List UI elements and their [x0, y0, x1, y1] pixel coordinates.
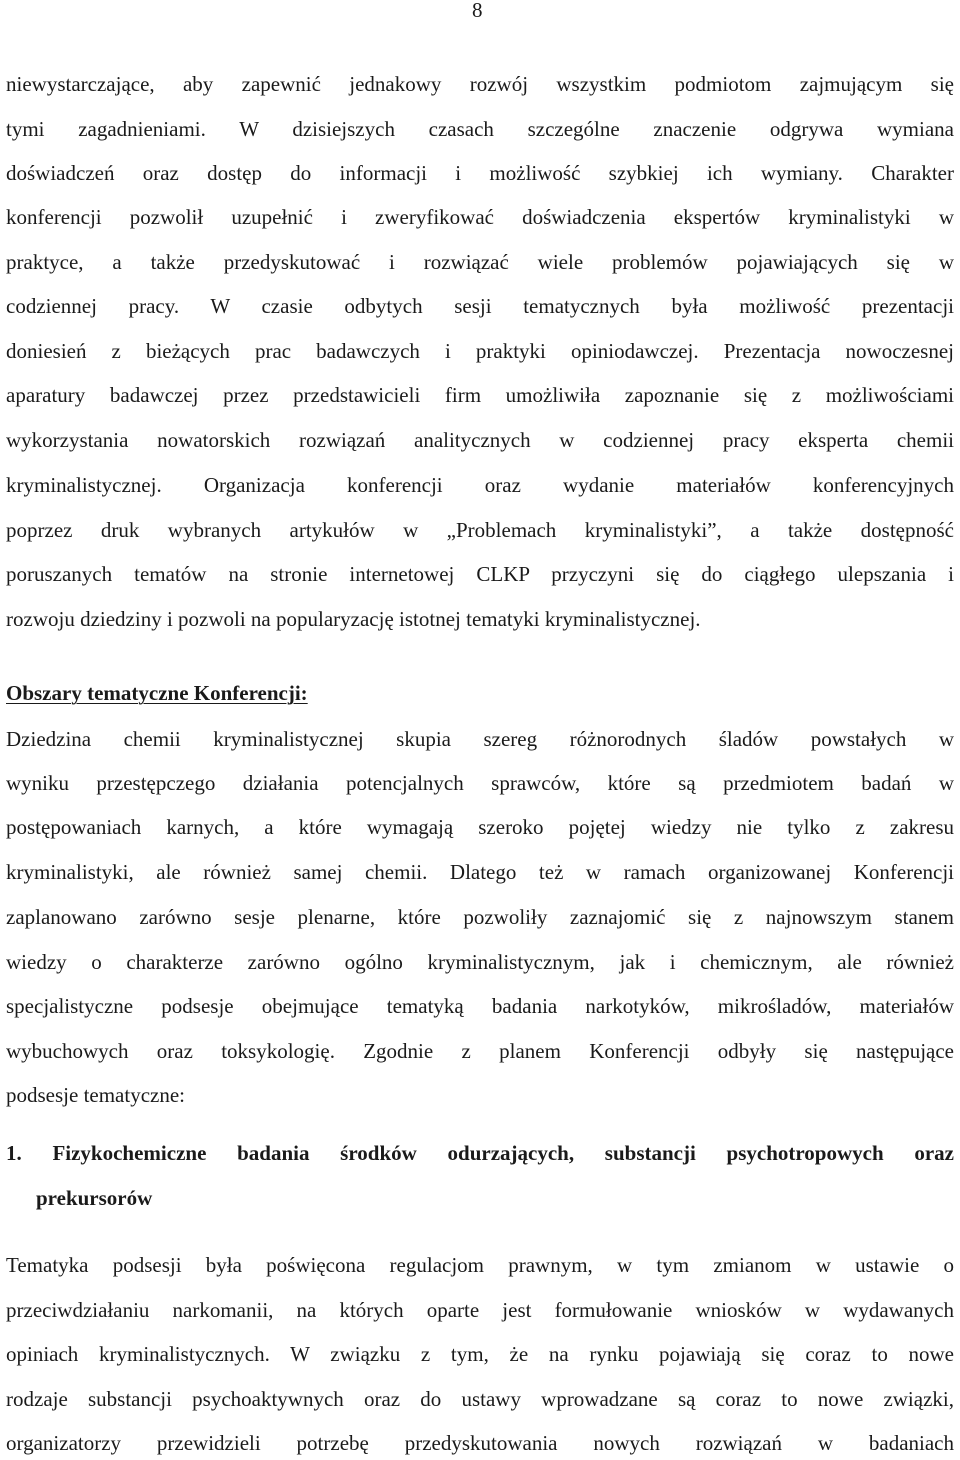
section-heading [6, 681, 954, 705]
section-heading-text: Obszary tematyczne Konferencji: [6, 681, 308, 705]
text-line: zaplanowano zarówno sesje plenarne, które pozwoliły zaznajomić się z najnowszym stanem [6, 905, 954, 929]
text-line: przeciwdziałaniu narkomanii, na których oparte jest formułowanie wniosków w wydawanych [6, 1298, 954, 1322]
text-line: kryminalistyki, ale również samej chemii. Dlatego też w ramach organizowanej Konferencji [6, 860, 954, 884]
text-line: wykorzystania nowatorskich rozwiązań analitycznych w codziennej pracy eksperta chemii [6, 428, 954, 452]
subsession-title-line: prekursorów [36, 1186, 153, 1210]
text-line: wybuchowych oraz toksykologię. Zgodnie z planem Konferencji odbyły się następujące [6, 1039, 954, 1063]
text-line: organizatorzy przewidzieli potrzebę przedyskutowania nowych rozwiązań w badaniach [6, 1431, 954, 1455]
text-line: wyniku przestępczego działania potencjalnych sprawców, które są przedmiotem badań w [6, 771, 954, 795]
text-line: Tematyka podsesji była poświęcona regulacjom prawnym, w tym zmianom w ustawie o [6, 1253, 954, 1277]
text-line: opiniach kryminalistycznych. W związku z tym, że na rynku pojawiają się coraz to nowe [6, 1342, 954, 1366]
text-line: postępowaniach karnych, a które wymagają szeroko pojętej wiedzy nie tylko z zakresu [6, 815, 954, 839]
text-line: Dziedzina chemii kryminalistycznej skupia szereg różnorodnych śladów powstałych w [6, 727, 954, 751]
page-number: 8 [472, 0, 483, 22]
text-line: specjalistyczne podsesje obejmujące tematyką badania narkotyków, mikrośladów, materiałów [6, 994, 954, 1018]
text-line: konferencji pozwolił uzupełnić i zweryfikować doświadczenia ekspertów kryminalistyki w [6, 205, 954, 229]
text-line: podsesje tematyczne: [6, 1083, 186, 1107]
subsession-title-line: 1. Fizykochemiczne badania środków odurzających, substancji psychotropowych oraz [6, 1141, 954, 1165]
text-line: codziennej pracy. W czasie odbytych sesji tematycznych była możliwość prezentacji [6, 294, 954, 318]
text-line: tymi zagadnieniami. W dzisiejszych czasach szczególne znaczenie odgrywa wymiana [6, 117, 954, 141]
text-line: doświadczeń oraz dostęp do informacji i możliwość szybkiej ich wymiany. Charakter [6, 161, 954, 185]
text-line: aparatury badawczej przez przedstawicieli firm umożliwiła zapoznanie się z możliwościami [6, 383, 954, 407]
text-line: poruszanych tematów na stronie internetowej CLKP przyczyni się do ciągłego ulepszania i [6, 562, 954, 586]
text-line: niewystarczające, aby zapewnić jednakowy rozwój wszystkim podmiotom zajmującym się [6, 72, 954, 96]
text-line: poprzez druk wybranych artykułów w „Problemach kryminalistyki”, a także dostępność [6, 518, 954, 542]
text-line: wiedzy o charakterze zarówno ogólno kryminalistycznym, jak i chemicznym, ale również [6, 950, 954, 974]
text-line: rodzaje substancji psychoaktywnych oraz do ustawy wprowadzane są coraz to nowe związki, [6, 1387, 954, 1411]
text-line: rozwoju dziedziny i pozwoli na popularyzację istotnej tematyki kryminalistycznej. [6, 607, 701, 631]
text-line: kryminalistycznej. Organizacja konferencji oraz wydanie materiałów konferencyjnych [6, 473, 954, 497]
text-line: praktyce, a także przedyskutować i rozwiązać wiele problemów pojawiających się w [6, 250, 954, 274]
text-line: doniesień z bieżących prac badawczych i praktyki opiniodawczej. Prezentacja nowoczesnej [6, 339, 954, 363]
